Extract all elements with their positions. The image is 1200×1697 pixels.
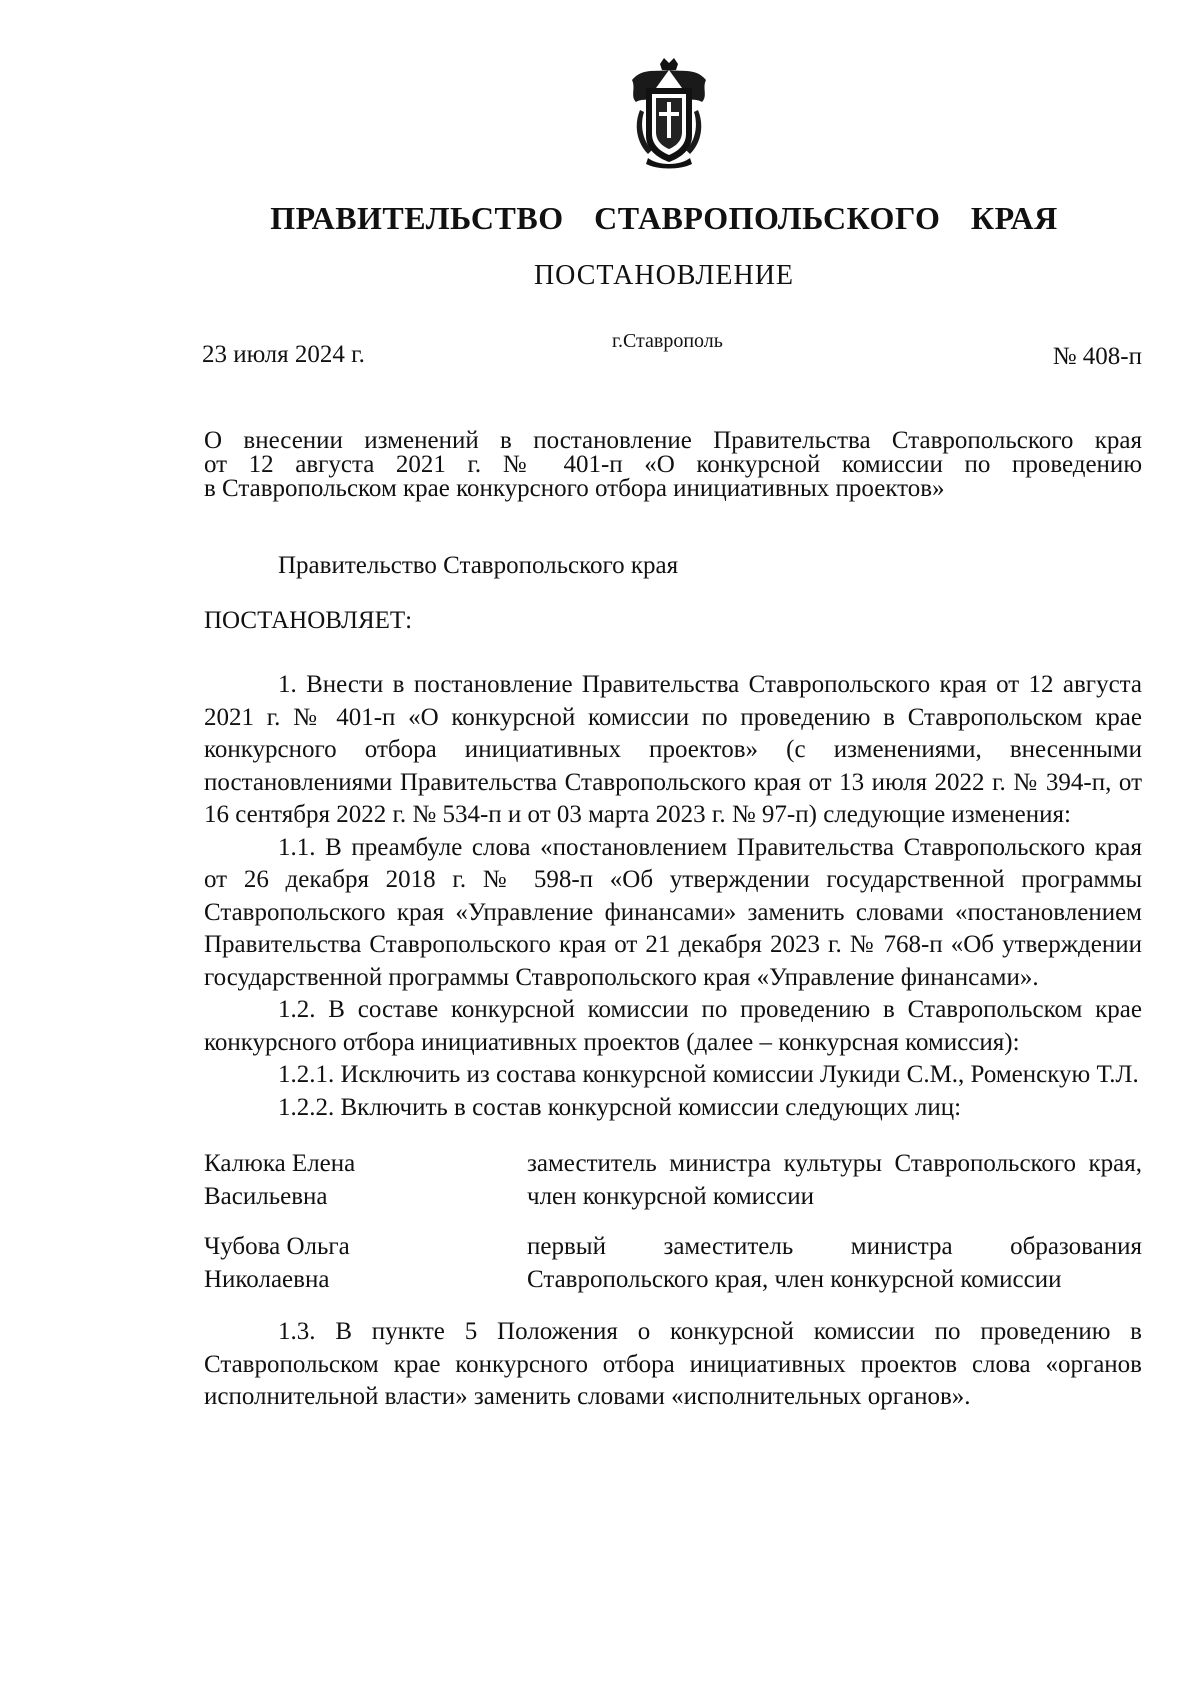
document-type: ПОСТАНОВЛЕНИЕ — [533, 260, 795, 291]
document-city: г.Ставрополь — [612, 330, 723, 352]
member-entry — [204, 1231, 1142, 1296]
member-patronymic: Васильевна — [204, 1182, 328, 1210]
paragraph: 1.2. В составе конкурсной комиссии по проведению в Ставропольском крае конкурсного отбора инициативных проектов (далее – конкурсная комиссия): — [204, 996, 1142, 1056]
paragraph: 1.1. В преамбуле слова «постановлением Правительства Ставропольского края от 26 декабря 2018 г. № 598-п «Об утверждении государственной программы Ставропольского края «Управление финансами» заменить словами «постановлением Правительства Ставропольского края от 21 декабря 2023 г. № 768-п «Об утверждении государственной программы Ставропольского края «Управление финансами». — [204, 833, 1142, 991]
paragraph: 1. Внести в постановление Правительства Ставропольского края от 12 августа 2021 г. № 401-п «О конкурсной комиссии по проведению в Ставропольском крае конкурсного отбора инициативных проектов» (с изменениями, внесенными постановлениями Правительства Ставропольского края от 13 июля 2022 г. № 394-п, от 16 сентября 2022 г. № 534-п и от 03 марта 2023 г. № 97-п) следующие изменения: — [204, 671, 1142, 828]
member-role: заместитель министра культуры Ставропольского края, член конкурсной комиссии — [527, 1150, 1142, 1210]
paragraph: 1.2.2. Включить в состав конкурсной комиссии следующих лиц: — [278, 1093, 962, 1121]
member-name — [204, 1148, 527, 1213]
member-patronymic: Николаевна — [204, 1265, 330, 1293]
subject-line: в Ставропольском крае конкурсного отбора инициативных проектов» — [204, 475, 945, 502]
paragraph: 1.3. В пункте 5 Положения о конкурсной комиссии по проведению в Ставропольском крае конкурсного отбора инициативных проектов слова «органов исполнительной власти» заменить словами «исполнительных органов». — [204, 1318, 1142, 1410]
document-subject — [204, 429, 1142, 501]
document-body — [204, 550, 1142, 1414]
member-role: первый заместитель министра образования Ставропольского края, член конкурсной комиссии — [527, 1233, 1142, 1293]
member-surname: Чубова Ольга — [204, 1233, 350, 1260]
member-name — [204, 1231, 527, 1296]
member-entry — [204, 1148, 1142, 1213]
government-title: ПРАВИТЕЛЬСТВО СТАВРОПОЛЬСКОГО КРАЯ — [270, 200, 1058, 236]
subject-line: от 12 августа 2021 г. № 401-п «О конкурсной комиссии по проведению — [204, 451, 1142, 478]
stavropol-coat-of-arms-icon — [624, 58, 714, 170]
document-date: 23 июля 2024 г. — [202, 341, 365, 368]
resolves-heading: ПОСТАНОВЛЯЕТ: — [204, 606, 413, 634]
preamble: Правительство Ставропольского края — [278, 552, 679, 579]
member-list — [204, 1148, 1142, 1296]
member-surname: Калюка Елена — [204, 1150, 356, 1177]
document-number: № 408-п — [1052, 343, 1142, 370]
paragraph: 1.2.1. Исключить из состава конкурсной комиссии Лукиди С.М., Роменскую Т.Л. — [278, 1061, 1139, 1088]
subject-line: О внесении изменений в постановление Правительства Ставропольского края — [204, 427, 1142, 454]
